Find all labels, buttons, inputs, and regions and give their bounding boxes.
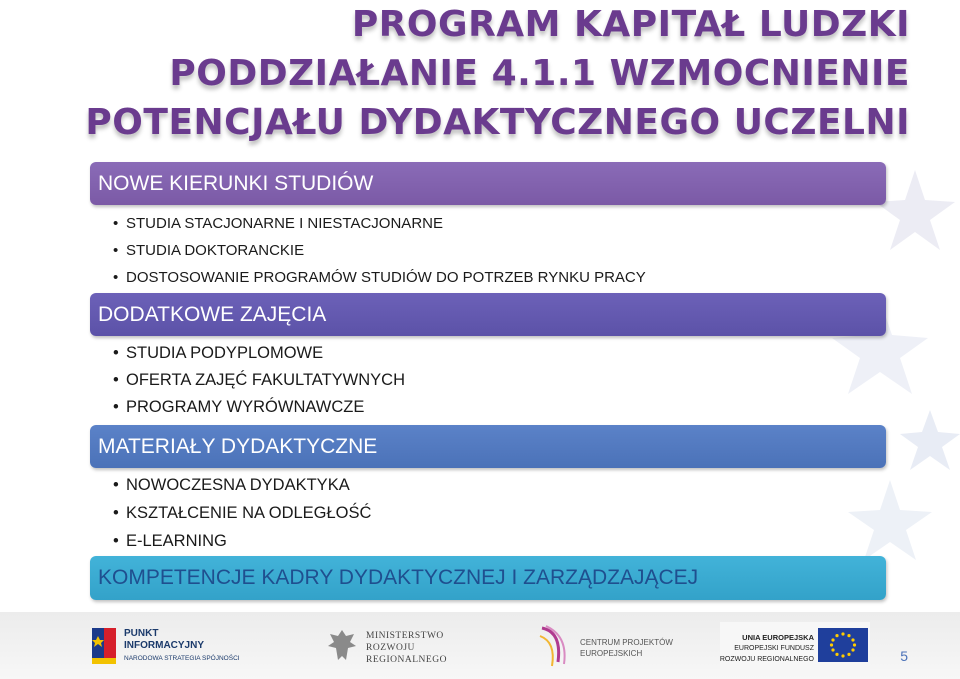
- section-list-new-programs: [113, 210, 646, 291]
- section-heading-new-programs: NOWE KIERUNKI STUDIÓW: [90, 162, 886, 205]
- decorative-stars: [820, 150, 960, 610]
- section-list-additional-classes: [113, 340, 405, 421]
- eu-fund-logo: UNIA EUROPEJSKA EUROPEJSKI FUNDUSZ ROZWOJU REGIONALNEGO: [720, 622, 870, 670]
- punkt-informacyjny-logo: PUNKT INFORMACYJNY NARODOWA STRATEGIA SPÓJNOŚCI: [90, 622, 250, 670]
- list-item: • KSZTAŁCENIE NA ODLEGŁOŚĆ: [113, 499, 371, 527]
- slide-title: [85, 0, 910, 147]
- cpe-swirl-icon: [538, 622, 576, 668]
- eu-flag-icon: [818, 628, 868, 662]
- list-item: • NOWOCZESNA DYDAKTYKA: [113, 471, 371, 499]
- ministry-logo: MINISTERSTWO ROZWOJU REGIONALNEGO: [326, 622, 456, 670]
- list-item: • E-LEARNING: [113, 527, 371, 555]
- title-line-3: POTENCJAŁU DYDAKTYCZNEGO UCZELNI: [85, 102, 910, 143]
- page-number: 5: [900, 648, 908, 664]
- eagle-emblem-icon: [326, 626, 358, 666]
- list-item: • STUDIA DOKTORANCKIE: [113, 237, 646, 264]
- list-item: • OFERTA ZAJĘĆ FAKULTATYWNYCH: [113, 367, 405, 394]
- section-heading-additional-classes: DODATKOWE ZAJĘCIA: [90, 293, 886, 336]
- section-heading-teaching-materials: MATERIAŁY DYDAKTYCZNE: [90, 425, 886, 468]
- section-heading-staff-competences: KOMPETENCJE KADRY DYDAKTYCZNEJ I ZARZĄDZAJĄCEJ: [90, 556, 886, 600]
- section-list-teaching-materials: [113, 471, 371, 555]
- list-item: • PROGRAMY WYRÓWNAWCZE: [113, 394, 405, 421]
- footer-logos: [0, 612, 960, 679]
- title-line-1: PROGRAM KAPITAŁ LUDZKI: [351, 4, 910, 45]
- list-item: • STUDIA STACJONARNE I NIESTACJONARNE: [113, 210, 646, 237]
- nss-flag-icon: [90, 624, 120, 668]
- list-item: • DOSTOSOWANIE PROGRAMÓW STUDIÓW DO POTRZEB RYNKU PRACY: [113, 264, 646, 291]
- cpe-logo: CENTRUM PROJEKTÓW EUROPEJSKICH: [538, 622, 668, 670]
- list-item: • STUDIA PODYPLOMOWE: [113, 340, 405, 367]
- title-line-2: PODDZIAŁANIE 4.1.1 WZMOCNIENIE: [169, 53, 910, 94]
